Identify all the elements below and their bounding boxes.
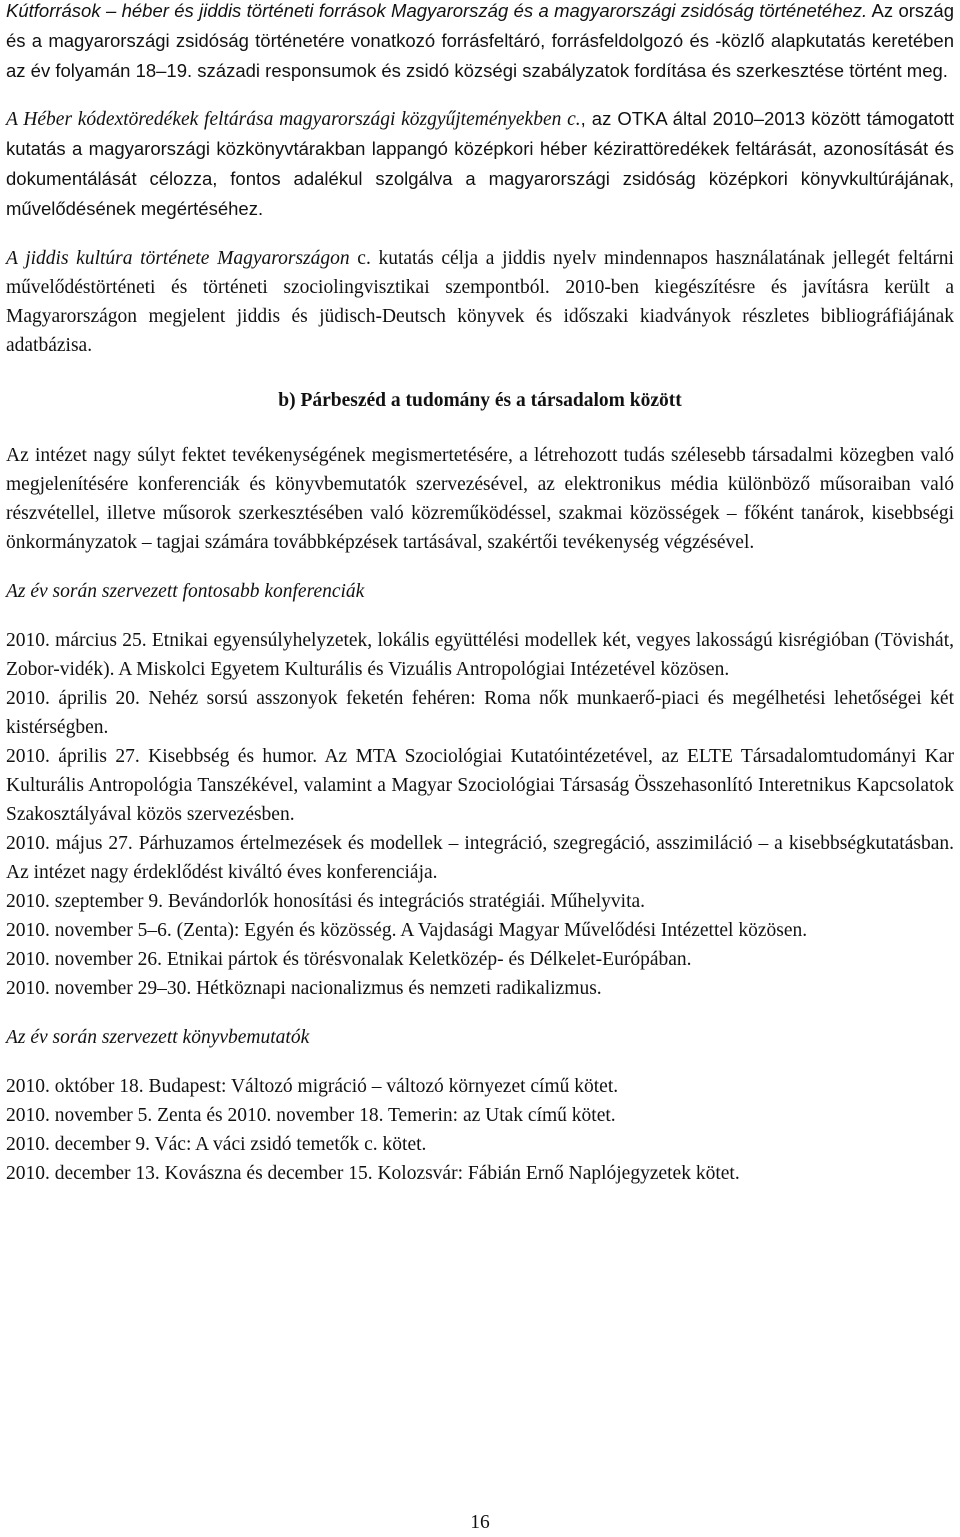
book-launch-item: 2010. december 13. Kovászna és december 15. Kolozsvár: Fábián Ernő Naplójegyzetek kötet. [6, 1163, 740, 1184]
conference-item: 2010. április 20. Nehéz sorsú asszonyok feketén fehéren: Roma nők munkaerő-piaci és megélhetési lehetőségei két kistérségben. [6, 688, 954, 738]
section-b-heading: b) Párbeszéd a tudomány és a társadalom között [278, 390, 682, 411]
jiddis-paragraph [6, 244, 954, 360]
jiddis-text: c. kutatás célja a jiddis nyelv mindennapos használatának jellegét feltárni művelődéstörténeti és történeti szociolingvisztikai szempontból. 2010-ben kiegészítésre és javításra került a Magyarországon megjelent jiddis és jüdisch-Deutsch könyvek és időszaki kiadványok részletes bibliográfiájának adatbázisa. [6, 248, 954, 356]
conference-item: 2010. május 27. Párhuzamos értelmezések és modellek – integráció, szegregáció, asszimiláció – a kisebbségkutatásban. Az intézet nagy érdeklődést kiváltó éves konferenciája. [6, 833, 954, 883]
kutforrasok-text-2: századi responsumok és zsidó községi szabályzatok fordítása és szerkesztése történt meg. [192, 60, 948, 81]
conference-item: 2010. március 25. Etnikai egyensúlyhelyzetek, lokális együttélési modellek két, vegyes lakosságú kisrégióban (Tövishát, Zobor-vidék). A Miskolci Egyetem Kulturális és Vizuális Antropológiai Intézetével közösen. [6, 630, 954, 680]
conference-item: 2010. november 5–6. (Zenta): Egyén és közösség. A Vajdasági Magyar Művelődési Intézettel közösen. [6, 920, 808, 941]
page-number: 16 [470, 1512, 490, 1533]
heber-paragraph [6, 104, 954, 224]
section-b-paragraph: Az intézet nagy súlyt fektet tevékenységének megismertetésére, a létrehozott tudás szélesebb társadalmi közegben való megjelenítésére konferenciák és könyvbemutatók szervezésével, az elektronikus média különböző műsoraiban való részvétellel, illetve műsorok szerkesztésében való közreműködéssel, szakmai közösségek – főként tanárok, kisebbségi önkormányzatok – tagjai számára továbbképzések tartásával, szakértői tevékenység végzésével. [6, 445, 954, 553]
kutforrasok-paragraph [6, 0, 954, 86]
book-launches-list [6, 1072, 954, 1188]
kutforrasok-title: Kútforrások – héber és jiddis történeti források Magyarország és a magyarországi zsidóság történetéhez. [6, 0, 868, 21]
book-launch-item: 2010. november 5. Zenta és 2010. november 18. Temerin: az Utak című kötet. [6, 1105, 616, 1126]
kutforrasok-text-1: Az ország és a magyarországi zsidóság történetére vonatkozó forrásfeltáró, forrásfeldolgozó és -közlő alapkutatás keretében az év folyamán 18–19. [6, 0, 954, 81]
conferences-title: Az év során szervezett fontosabb konferenciák [6, 581, 365, 602]
conference-item: 2010. szeptember 9. Bevándorlók honosítási és integrációs stratégiái. Műhelyvita. [6, 891, 646, 912]
jiddis-title: A jiddis kultúra története Magyarországon [6, 248, 350, 269]
conference-item: 2010. április 27. Kisebbség és humor. Az MTA Szociológiai Kutatóintézetével, az ELTE Társadalomtudományi Kar Kulturális Antropológia Tanszékével, valamint a Magyar Szociológiai Társaság Összehasonlító Interetnikus Kapcsolatok Szakosztályával közös szervezésben. [6, 746, 954, 825]
book-launch-item: 2010. október 18. Budapest: Változó migráció – változó környezet című kötet. [6, 1076, 619, 1097]
conferences-list [6, 626, 954, 1003]
conference-item: 2010. november 26. Etnikai pártok és törésvonalak Keletközép- és Délkelet-Európában. [6, 949, 692, 970]
heber-title: A Héber kódextöredékek feltárása magyarországi közgyűjteményekben c. [6, 109, 581, 130]
book-launches-title: Az év során szervezett könyvbemutatók [6, 1027, 310, 1048]
document-page [6, 0, 954, 1188]
book-launch-item: 2010. december 9. Vác: A váci zsidó temetők c. kötet. [6, 1134, 427, 1155]
heber-text: , az OTKA által 2010–2013 között támogatott kutatás a magyarországi közkönyvtárakban lappangó középkori héber kézirattöredékek feltárását, azonosítását és dokumentálását célozza, fontos adalékul szolgálva a magyarországi zsidóság középkori könyvkultúrájának, művelődésének megértéséhez. [6, 108, 954, 219]
conference-item: 2010. november 29–30. Hétköznapi nacionalizmus és nemzeti radikalizmus. [6, 978, 602, 999]
